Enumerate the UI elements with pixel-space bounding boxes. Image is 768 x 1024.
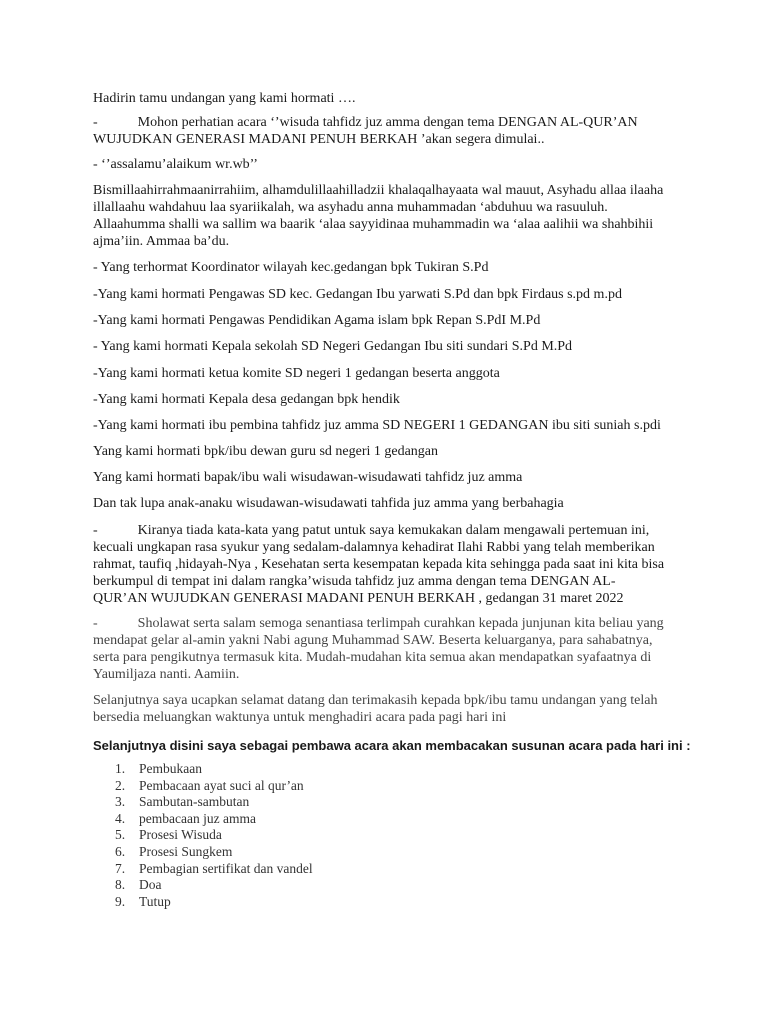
sholawat-line-1 [93, 615, 693, 632]
opening-line-3: rahmat, taufiq ,hidayah-Nya , Kesehatan serta kesempatan kepada kita sehingga pada saat ini kita bisa [93, 557, 665, 572]
announce-line-1 [93, 114, 693, 131]
announce-dash: - [93, 115, 98, 130]
respect-line: -Yang kami hormati ibu pembina tahfidz juz amma SD NEGERI 1 GEDANGAN ibu siti suniah s.pdi [93, 418, 661, 433]
bismillah-line-1: Bismillaahirrahmaanirrahiim, alhamdulillaahilladzii khalaqalhayaata wal mauut, Asyhadu allaa ilaaha [93, 183, 664, 198]
bismillah-line-2: illallaahu wahdahuu laa syariikalah, wa asyhadu anna muhammadan ‘abduhuu wa rasuuluh. [93, 200, 608, 215]
sholawat-text-1: Sholawat serta salam semoga senantiasa terlimpah curahkan kepada junjunan kita beliau yang [137, 616, 664, 631]
welcome-line-2: bersedia meluangkan waktunya untuk menghadiri acara pada pagi hari ini [93, 710, 507, 725]
agenda-number: 6. [115, 843, 126, 859]
agenda-item [115, 861, 313, 878]
agenda-item [115, 827, 313, 844]
agenda-number: 3. [115, 794, 126, 810]
agenda-label: pembacaan juz amma [139, 810, 256, 826]
agenda-label: Prosesi Sungkem [139, 843, 233, 859]
agenda-item [115, 844, 313, 861]
sholawat-line-3: serta para pengikutnya termasuk kita. Mudah-mudahan kita semua akan mendapatkan syafaatnya di [93, 650, 652, 665]
agenda-number: 9. [115, 893, 126, 909]
agenda-list [115, 761, 313, 910]
respect-line: -Yang kami hormati Pengawas Pendidikan Agama islam bpk Repan S.PdI M.Pd [93, 313, 541, 328]
sholawat-line-4: Yaumiljaza nanti. Aamiin. [93, 667, 240, 682]
agenda-intro: Selanjutnya disini saya sebagai pembawa acara akan membacakan susunan acara pada hari ini : [93, 738, 691, 753]
agenda-label: Sambutan-sambutan [139, 794, 250, 810]
greeting-line: Hadirin tamu undangan yang kami hormati …. [93, 91, 356, 106]
welcome-line-1: Selanjutnya saya ucapkan selamat datang dan terimakasih kepada bpk/ibu tamu undangan yang telah [93, 693, 658, 708]
opening-text-1: Kiranya tiada kata-kata yang patut untuk saya kemukakan dalam mengawali pertemuan ini, [137, 523, 650, 538]
agenda-label: Tutup [139, 893, 171, 909]
respect-line: Yang kami hormati bapak/ibu wali wisudawan-wisudawati tahfidz juz amma [93, 470, 523, 485]
agenda-number: 8. [115, 877, 126, 893]
agenda-label: Prosesi Wisuda [139, 827, 222, 843]
announce-line-2: WUJUDKAN GENERASI MADANI PENUH BERKAH ’akan segera dimulai.. [93, 132, 545, 147]
agenda-label: Pembukaan [139, 761, 202, 776]
agenda-item [115, 894, 313, 911]
respect-line: - Yang kami hormati Kepala sekolah SD Negeri Gedangan Ibu siti sundari S.Pd M.Pd [93, 339, 573, 354]
bismillah-line-4: ajma’iin. Ammaa ba’du. [93, 234, 230, 249]
respect-line: Dan tak lupa anak-anaku wisudawan-wisudawati tahfida juz amma yang berbahagia [93, 496, 564, 511]
bismillah-line-3: Allaahumma shalli wa sallim wa baarik ‘alaa sayyidinaa muhammadin wa ‘alaa aalihii wa shahbihii [93, 217, 654, 232]
opening-line-1 [93, 522, 693, 539]
announce-text-1: Mohon perhatian acara ‘’wisuda tahfidz juz amma dengan tema DENGAN AL-QUR’AN [137, 115, 638, 130]
respect-line: - Yang terhormat Koordinator wilayah kec.gedangan bpk Tukiran S.Pd [93, 260, 489, 275]
sholawat-dash: - [93, 616, 98, 631]
respect-line: -Yang kami hormati Kepala desa gedangan bpk hendik [93, 392, 400, 407]
opening-line-4: berkumpul di tempat ini dalam rangka’wisuda tahfidz juz amma dengan tema DENGAN AL- [93, 574, 616, 589]
agenda-number: 1. [115, 761, 126, 776]
opening-line-2: kecuali ungkapan rasa syukur yang sedalam-dalamnya kehadirat Ilahi Rabbi yang telah memberikan [93, 540, 655, 555]
agenda-item [115, 811, 313, 828]
respect-line: Yang kami hormati bpk/ibu dewan guru sd negeri 1 gedangan [93, 444, 439, 459]
respect-line: -Yang kami hormati ketua komite SD negeri 1 gedangan beserta anggota [93, 366, 500, 381]
agenda-item [115, 778, 313, 795]
agenda-item [115, 877, 313, 894]
agenda-label: Doa [139, 877, 162, 893]
opening-line-5: QUR’AN WUJUDKAN GENERASI MADANI PENUH BERKAH , gedangan 31 maret 2022 [93, 591, 624, 606]
sholawat-line-2: mendapat gelar al-amin yakni Nabi agung Muhammad SAW. Beserta keluarganya, para sahabatnya, [93, 633, 653, 648]
agenda-number: 7. [115, 860, 126, 876]
opening-dash: - [93, 523, 98, 538]
agenda-item [115, 794, 313, 811]
respect-line: -Yang kami hormati Pengawas SD kec. Gedangan Ibu yarwati S.Pd dan bpk Firdaus s.pd m.pd [93, 287, 622, 302]
salam-line: - ‘’assalamu’alaikum wr.wb’’ [93, 157, 258, 172]
agenda-number: 2. [115, 777, 126, 793]
agenda-item [115, 761, 313, 778]
agenda-number: 5. [115, 827, 126, 843]
agenda-number: 4. [115, 810, 126, 826]
agenda-label: Pembagian sertifikat dan vandel [139, 860, 313, 876]
agenda-label: Pembacaan ayat suci al qur’an [139, 777, 304, 793]
